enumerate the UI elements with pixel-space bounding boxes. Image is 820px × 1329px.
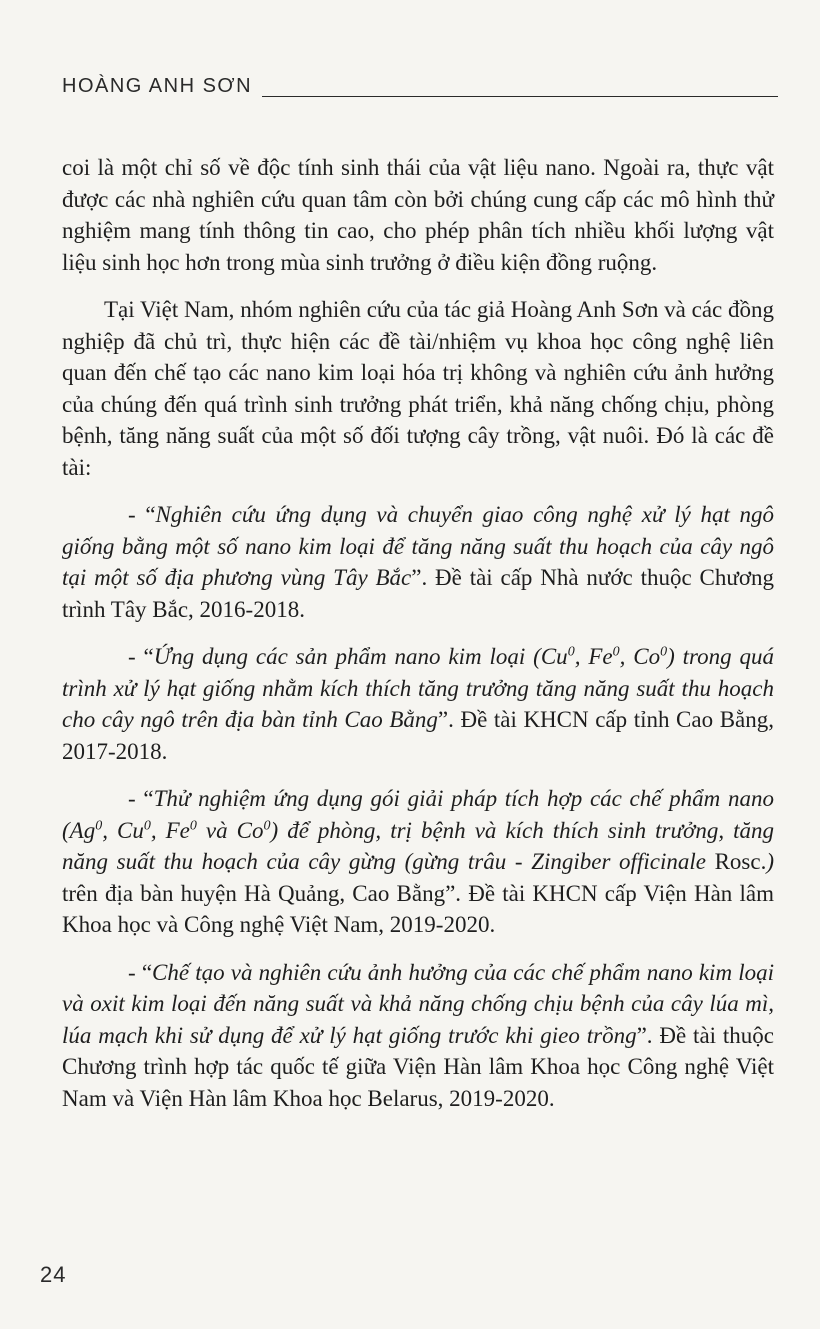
item-4-title: Chế tạo và nghiên cứu ảnh hưởng của các chế phẩm nano kim loại và oxit kim loại đến năng suất và khả năng chống chịu bệnh của cây lúa mì, lúa mạch khi sử dụng để xử lý hạt giống trước khi gieo trồng — [62, 959, 774, 1048]
item-1-lead: - “ — [128, 502, 156, 527]
project-item-4 — [62, 957, 774, 1115]
paragraph-intro: Tại Việt Nam, nhóm nghiên cứu của tác giả Hoàng Anh Sơn và các đồng nghiệp đã chủ trì, thực hiện các đề tài/nhiệm vụ khoa học công nghệ liên quan đến chế tạo các nano kim loại hóa trị không và nghiên cứu ảnh hưởng của chúng đến quá trình sinh trưởng phát triển, khả năng chống chịu, phòng bệnh, tăng năng suất của một số đối tượng cây trồng, vật nuôi. Đó là các đề tài: — [62, 297, 774, 480]
paragraph-continuation: coi là một chỉ số về độc tính sinh thái của vật liệu nano. Ngoài ra, thực vật được các nhà nghiên cứu quan tâm còn bởi chúng cung cấp các mô hình thử nghiệm mang tính thông tin cao, cho phép phân tích nhiều khối lượng vật liệu sinh học hơn trong mùa sinh trưởng ở điều kiện đồng ruộng. — [62, 155, 774, 275]
header-rule — [262, 96, 778, 97]
item-3-lead: - “ — [128, 786, 154, 811]
item-1-title: Nghiên cứu ứng dụng và chuyển giao công nghệ xử lý hạt ngô giống bằng một số nano kim loại để tăng năng suất thu hoạch của cây ngô tại một số địa phương vùng Tây Bắc — [62, 502, 774, 590]
project-item-1 — [62, 499, 774, 625]
item-3-title: Thử nghiệm ứng dụng gói giải pháp tích hợp các chế phẩm nano (Ag$^0$, Cu$^0$, Fe$^0$ và Co$^0$) để phòng, trị bệnh và kích thích sinh trưởng, tăng năng suất thu hoạch của cây gừng (gừng trâu - Zingiber officinale — [62, 786, 774, 874]
project-item-3: - “Thử nghiệm ứng dụng gói giải pháp tích hợp các chế phẩm nano (Ag$^0$, Cu$^0$, Fe$^0$ và Co$^0$) để phòng, trị bệnh và kích thích sinh trưởng, tăng năng suất thu hoạch của cây gừng (gừng trâu - Zingiber officinale Rosc.) trên địa bàn huyện Hà Quảng, Cao Bằng”. Đề tài KHCN cấp Viện Hàn lâm Khoa học và Công nghệ Việt Nam, 2019-2020. — [62, 786, 774, 937]
item-4-details: ”. Đề tài thuộc Chương trình hợp tác quốc tế giữa Viện Hàn lâm Khoa học Công nghệ Việt Nam và Viện Hàn lâm Khoa học Belarus, 2019-2020. — [62, 1022, 774, 1111]
page-number: 24 — [40, 1262, 67, 1287]
item-3-details: trên địa bàn huyện Hà Quảng, Cao Bằng”. Đề tài KHCN cấp Viện Hàn lâm Khoa học và Công nghệ Việt Nam, 2019-2020. — [62, 880, 774, 937]
item-2-details: ”. Đề tài KHCN cấp tỉnh Cao Bằng, 2017-2018. — [62, 707, 774, 764]
project-item-2 — [62, 641, 774, 767]
page-body — [62, 152, 774, 1130]
item-4-lead: - “ — [128, 959, 153, 985]
item-3-plain: Rosc. — [705, 849, 767, 874]
item-2-lead: - “ — [128, 644, 154, 669]
running-header — [62, 66, 778, 100]
item-2-title: Ứng dụng các sản phẩm nano kim loại (Cu$^0$, Fe$^0$, Co$^0$) trong quá trình xử lý hạt giống nhằm kích thích tăng trưởng tăng năng suất thu hoạch cho cây ngô trên địa bàn tỉnh Cao Bằng — [62, 644, 775, 732]
running-head-author: HOÀNG ANH SƠN — [62, 75, 253, 97]
item-1-details: ”. Đề tài cấp Nhà nước thuộc Chương trình Tây Bắc, 2016-2018. — [62, 565, 774, 622]
